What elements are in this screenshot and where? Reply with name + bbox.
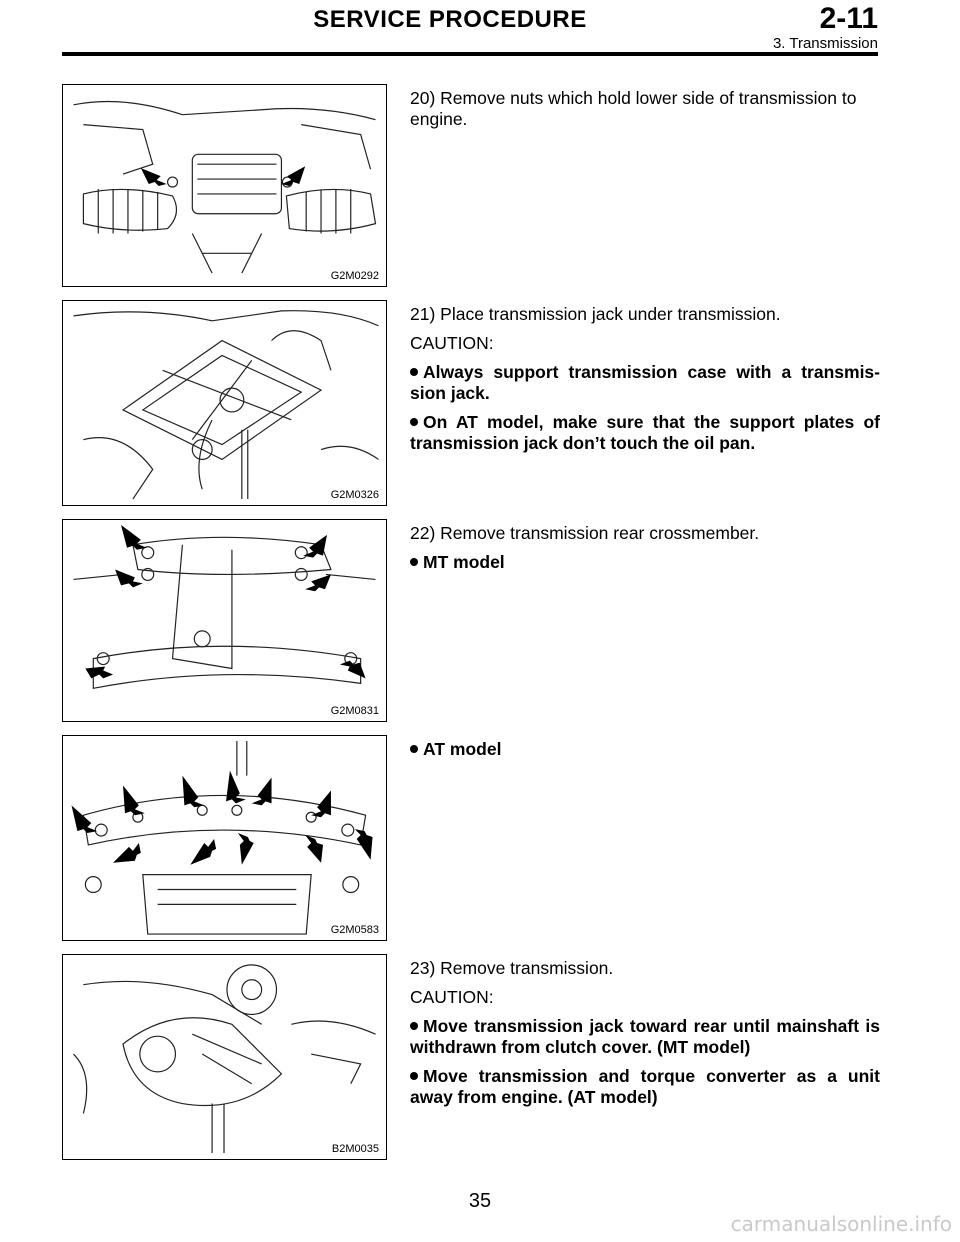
step-20-text: 20) Remove nuts which hold lower side of transmission to engine.: [410, 88, 857, 129]
bullet-icon: [410, 368, 418, 376]
figure-label: G2M0292: [330, 270, 379, 282]
bullet-icon: [410, 1072, 418, 1080]
step-21-text-block: [410, 304, 880, 462]
bullet-icon: [410, 558, 418, 566]
step-22-text: 22) Remove transmission rear crossmember.: [410, 523, 760, 543]
bullet-icon: [410, 745, 418, 753]
figure-label: B2M0035: [331, 1143, 379, 1155]
step-23-bullet-2-text: Move transmission and torque converter as a unit away from engine. (AT model): [410, 1066, 880, 1107]
step-21-bullet-2: [410, 412, 880, 454]
step-21-bullet-1: [410, 362, 880, 404]
figure-transmission-lower-nuts: [62, 84, 387, 287]
step-23-text-block: [410, 958, 880, 1116]
step-21-bullet-1-text: Always support transmission case with a transmis- sion jack.: [410, 362, 880, 403]
header-subsection: 3. Transmission: [772, 35, 878, 52]
bullet-icon: [410, 418, 418, 426]
figure-at-crossmember: [62, 735, 387, 941]
step-22-text-block: [410, 523, 880, 581]
at-model-text-block: [410, 739, 880, 768]
step-23-bullet-2: [410, 1066, 880, 1108]
page-number: 35: [468, 1190, 492, 1212]
at-crossmember-illustration: [63, 736, 386, 940]
header-section-code: 2-11: [819, 2, 878, 35]
step-22-bullet-1: [410, 552, 880, 573]
step-21-caution-label: CAUTION:: [410, 333, 494, 353]
figure-remove-transmission: [62, 954, 387, 1160]
figure-label: G2M0831: [330, 705, 379, 717]
bullet-icon: [410, 1022, 418, 1030]
step-23-text: 23) Remove transmission.: [410, 958, 614, 978]
at-model-bullet: [410, 739, 880, 760]
step-23-bullet-1-text: Move transmission jack toward rear until mainshaft is withdrawn from clutch cover. (MT model): [410, 1016, 880, 1057]
figure-mt-crossmember: [62, 519, 387, 722]
at-model-bullet-text: AT model: [423, 739, 502, 759]
step-23-bullet-1: [410, 1016, 880, 1058]
step-23-caution-label: CAUTION:: [410, 987, 494, 1007]
header-rule: [62, 52, 878, 56]
step-21-bullet-2-text: On AT model, make sure that the support plates of transmission jack don’t touch the oil pan.: [410, 412, 880, 453]
watermark[interactable]: carmanualsonline.info: [730, 1212, 952, 1236]
figure-label: G2M0326: [330, 489, 379, 501]
transmission-lower-nuts-illustration: [63, 85, 386, 286]
step-21-text: 21) Place transmission jack under transmission.: [410, 304, 781, 324]
header-section-title: SERVICE PROCEDURE: [313, 6, 587, 33]
remove-transmission-illustration: [63, 955, 386, 1159]
transmission-jack-illustration: [63, 301, 386, 505]
step-22-bullet-1-text: MT model: [423, 552, 505, 572]
mt-crossmember-illustration: [63, 520, 386, 721]
figure-transmission-jack: [62, 300, 387, 506]
figure-label: G2M0583: [330, 924, 379, 936]
step-20-text-block: [410, 88, 880, 138]
